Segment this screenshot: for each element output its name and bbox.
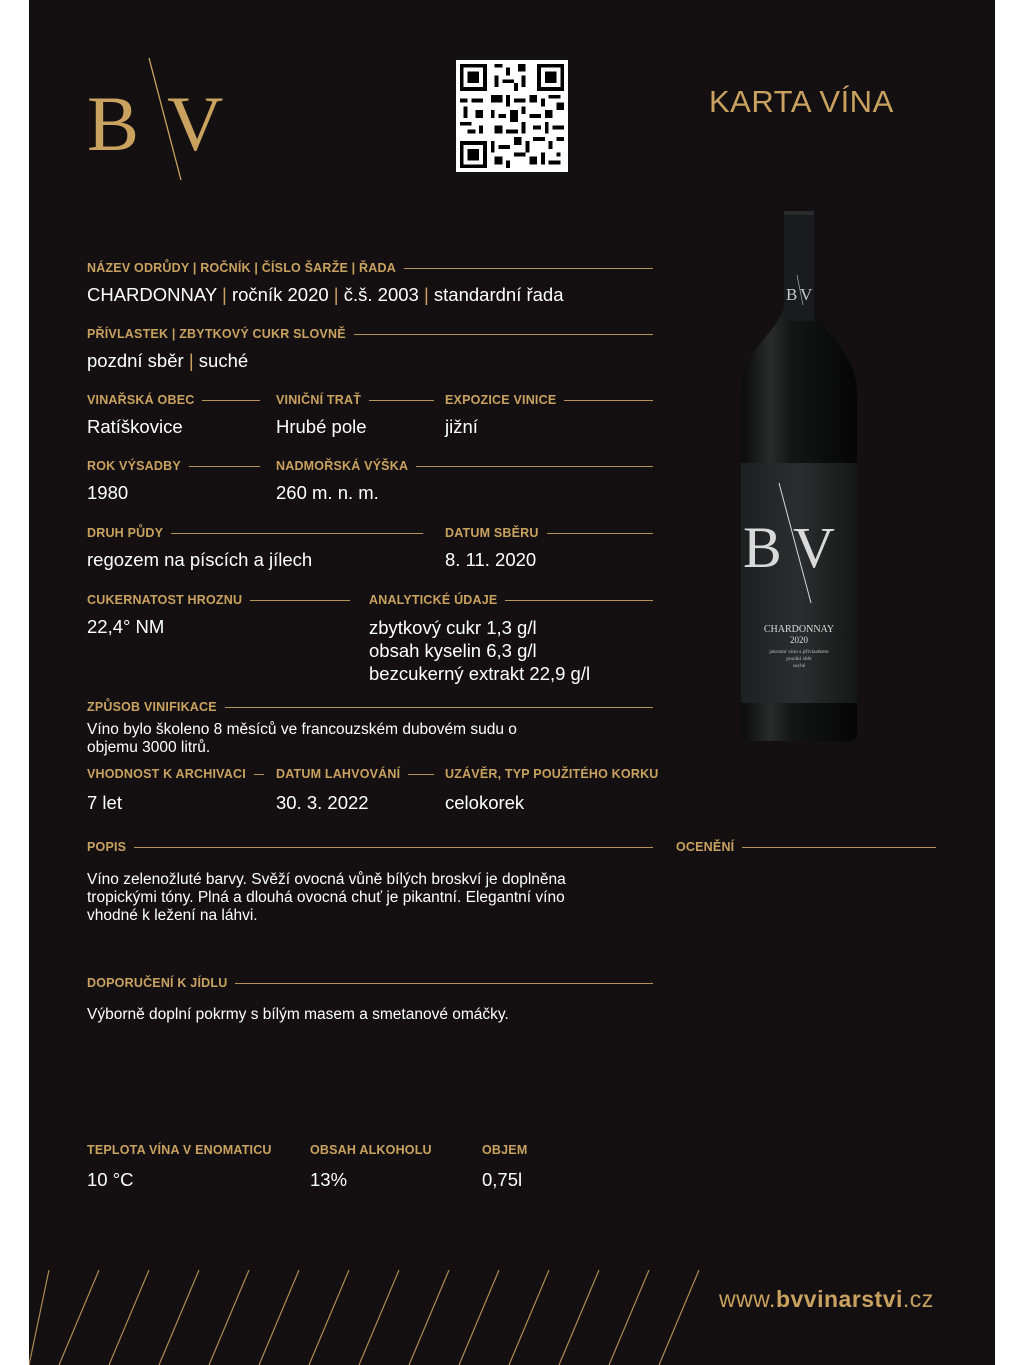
closure-value: celokorek (445, 792, 525, 813)
decorative-stripes (29, 1270, 709, 1365)
svg-text:V: V (800, 285, 813, 304)
svg-text:B: B (743, 515, 782, 580)
village-value: Ratíškovice (87, 416, 183, 437)
vineyard-label: VINIČNÍ TRAŤ (276, 393, 434, 407)
qr-code[interactable] (456, 60, 568, 172)
logo-letter-b: B (87, 80, 140, 167)
serving-temp-value: 10 °C (87, 1169, 134, 1190)
acidity: obsah kyselin 6,3 g/l (369, 640, 537, 661)
svg-text:suché: suché (792, 663, 806, 669)
vinification-text: Víno bylo školeno 8 měsíců ve francouzském dubovém sudu o objemu 3000 litrů. (87, 721, 517, 756)
soil-value: regozem na píscích a jílech (87, 549, 313, 570)
closure-label: UZÁVĚR, TYP POUŽITÉHO KORKU (445, 767, 659, 781)
predicate-label: PŘÍVLASTEK | ZBYTKOVÝ CUKR SLOVNĚ (87, 327, 653, 341)
svg-text:2020: 2020 (790, 635, 808, 645)
harvest-date-value: 8. 11. 2020 (445, 549, 537, 570)
bottling-date-value: 30. 3. 2022 (276, 792, 369, 813)
exposure-label: EXPOZICE VINICE (445, 393, 653, 407)
must-weight-label: CUKERNATOST HROZNU (87, 593, 350, 607)
harvest-date-label: DATUM SBĚRU (445, 526, 653, 540)
svg-text:CHARDONNAY: CHARDONNAY (763, 624, 835, 635)
svg-text:jakostní víno s přívlastkem: jakostní víno s přívlastkem (769, 649, 829, 655)
must-weight-value: 22,4° NM (87, 616, 165, 637)
variety-label: NÁZEV ODRŮDY | ROČNÍK | ČÍSLO ŠARŽE | ŘADA (87, 261, 653, 275)
svg-text:B: B (786, 285, 798, 304)
description-text: Víno zelenožluté barvy. Svěží ovocná vůně bílých broskví je doplněna tropickými tóny. Plná a dlouhá ovocná chuť je pikantní. Elegantní víno vhodné k ležení na láhvi. (87, 871, 566, 924)
residual-sugar: zbytkový cukr 1,3 g/l (369, 617, 537, 638)
website-link[interactable]: www.bvvinarstvi.cz (719, 1286, 934, 1312)
sugar-free-extract: bezcukerný extrakt 22,9 g/l (369, 663, 591, 684)
bv-logo (87, 58, 237, 183)
logo-letter-v: V (167, 80, 224, 167)
planting-year-label: ROK VÝSADBY (87, 459, 260, 473)
analytics-label: ANALYTICKÉ ÚDAJE (369, 593, 653, 607)
svg-text:V: V (793, 515, 835, 580)
archiving-value: 7 let (87, 792, 122, 813)
altitude-label: NADMOŘSKÁ VÝŠKA (276, 459, 653, 473)
variety-value: CHARDONNAY | ročník 2020 | č.š. 2003 | standardní řada (87, 284, 564, 305)
planting-year-value: 1980 (87, 482, 129, 503)
serving-temp-label: TEPLOTA VÍNA V ENOMATICU (87, 1143, 272, 1157)
food-pairing-text: Výborně doplní pokrmy s bílým masem a smetanové omáčky. (87, 1006, 509, 1023)
exposure-value: jižní (445, 416, 478, 437)
volume-value: 0,75l (482, 1169, 523, 1190)
analytics-values (369, 616, 590, 685)
wine-card (29, 0, 995, 1365)
description-label: POPIS (87, 840, 653, 854)
predicate-value: pozdní sběr | suché (87, 350, 249, 371)
soil-label: DRUH PŮDY (87, 526, 423, 540)
archiving-label: VHODNOST K ARCHIVACI (87, 767, 264, 781)
alcohol-label: OBSAH ALKOHOLU (310, 1143, 432, 1157)
food-pairing-label: DOPORUČENÍ K JÍDLU (87, 976, 653, 990)
vinification-label: ZPŮSOB VINIFIKACE (87, 700, 653, 714)
altitude-value: 260 m. n. m. (276, 482, 379, 503)
svg-text:pozdní sběr: pozdní sběr (786, 656, 812, 662)
volume-label: OBJEM (482, 1143, 528, 1157)
vineyard-value: Hrubé pole (276, 416, 367, 437)
alcohol-value: 13% (310, 1169, 348, 1190)
page-title: KARTA VÍNA (709, 84, 894, 119)
bottling-date-label: DATUM LAHVOVÁNÍ (276, 767, 434, 781)
awards-label: OCENĚNÍ (676, 840, 936, 854)
village-label: VINAŘSKÁ OBEC (87, 393, 260, 407)
wine-bottle-image (729, 205, 869, 745)
